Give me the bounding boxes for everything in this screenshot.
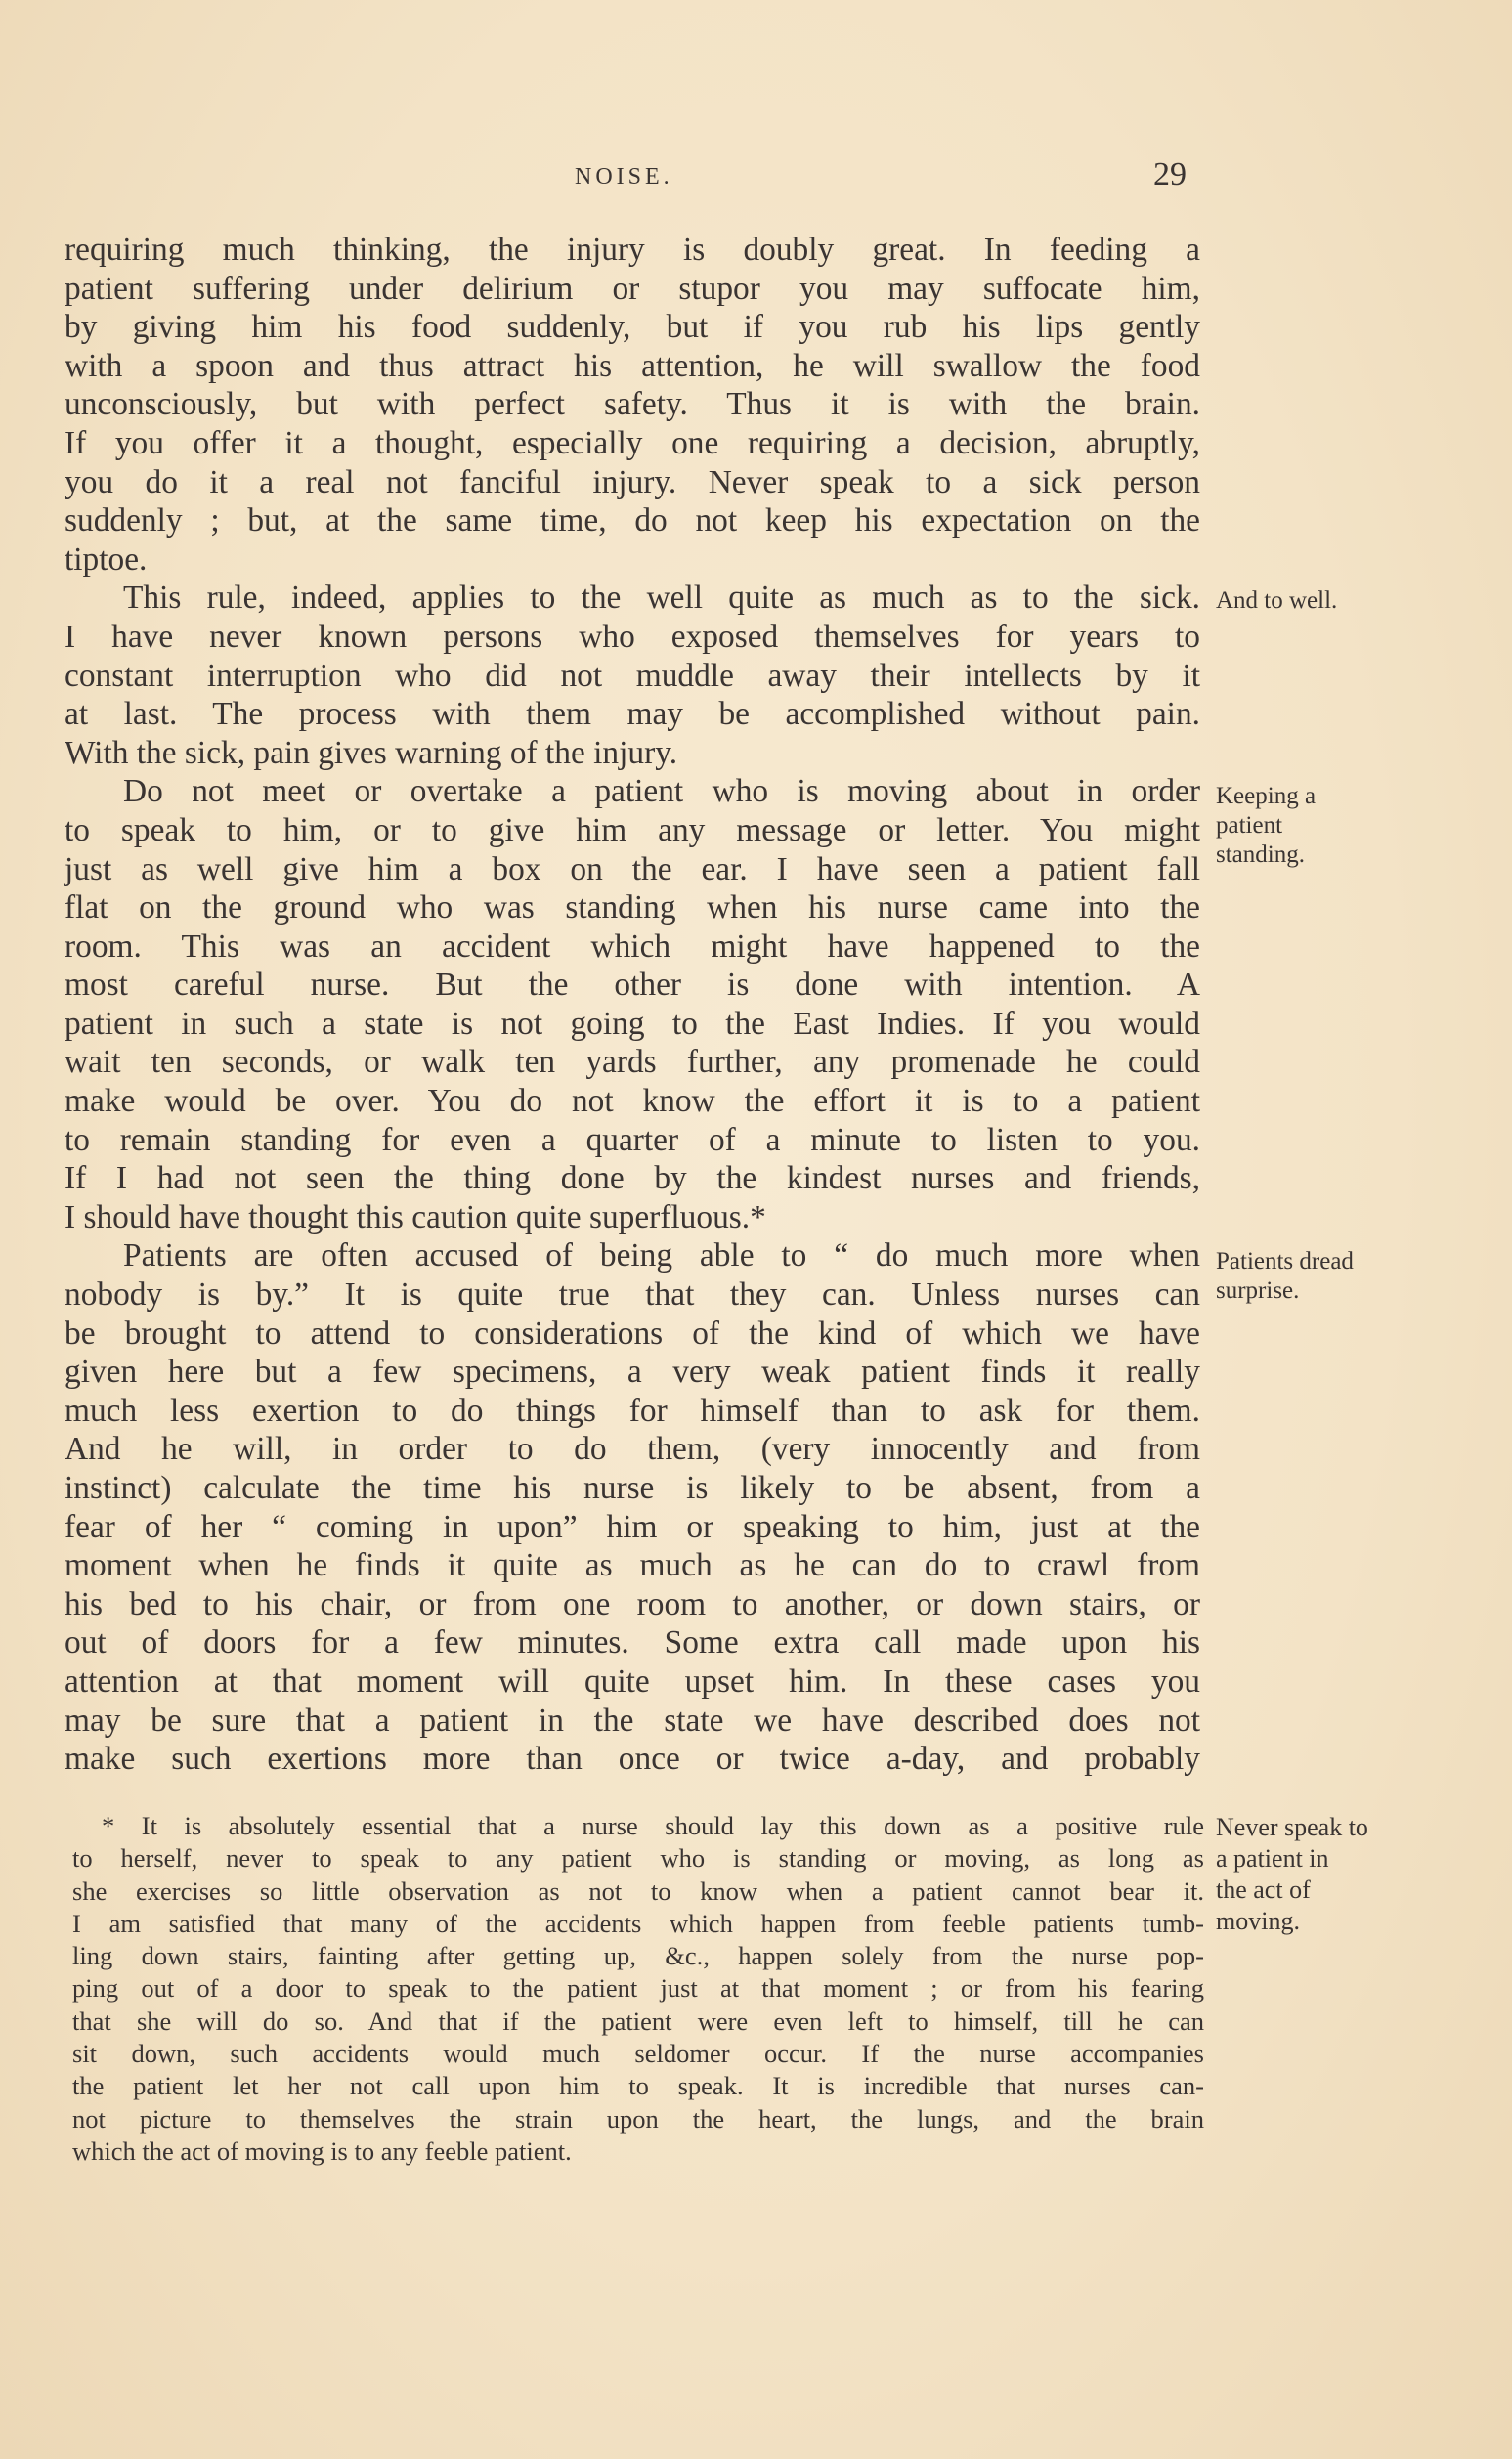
body-line: with a spoon and thus attract his attention, he will swallow the food [65,347,1200,384]
footnote-line: which the act of moving is to any feeble patient. [72,2135,572,2166]
body-line: may be sure that a patient in the state we have described does not [65,1702,1200,1739]
side-note-line: And to well. [1216,587,1338,614]
body-line: requiring much thinking, the injury is doubly great. In feeding a [65,232,1200,268]
side-note-never-speak-moving [1216,1812,1368,1937]
body-line: patient suffering under delirium or stupor you may suffocate him, [65,270,1200,307]
body-line: nobody is by.” It is quite true that they can. Unless nurses can [65,1276,1200,1314]
side-note-line: a patient in [1216,1844,1329,1873]
side-note-line: Keeping a [1216,783,1317,809]
body-line: suddenly ; but, at the same time, do not keep his expectation on the [65,502,1200,539]
body-line: If you offer it a thought, especially one requiring a decision, abruptly, [65,424,1200,461]
running-title: NOISE. [575,164,673,190]
body-line: instinct) calculate the time his nurse is likely to be absent, from a [65,1470,1200,1506]
body-line: With the sick, pain gives warning of the injury. [65,734,678,771]
body-line: much less exertion to do things for himself than to ask for them. [65,1392,1200,1429]
side-note-line: Never speak to [1216,1813,1368,1841]
body-line: out of doors for a few minutes. Some extra call made upon his [65,1624,1200,1661]
footnote [72,1810,1204,2168]
body-line: I should have thought this caution quite superfluous.* [65,1198,766,1235]
body-line: Do not meet or overtake a patient who is moving about in order [123,773,1200,810]
footnote-line: that she will do so. And that if the patient were even left to himself, till he can [72,2006,1204,2036]
body-line: by giving him his food suddenly, but if you rub his lips gently [65,309,1200,346]
footnote-line: she exercises so little observation as not to know when a patient cannot bear it. [72,1876,1204,1906]
footnote-line: ping out of a door to speak to the patient just at that moment ; or from his fearing [72,1973,1204,2004]
body-line: constant interruption who did not muddle away their intellects by it [65,657,1200,694]
body-line: tiptoe. [65,540,148,578]
footnote-line: * It is absolutely essential that a nurse should lay this down as a positive rule [102,1811,1204,1840]
body-line: wait ten seconds, or walk ten yards further, any promenade he could [65,1044,1200,1081]
body-line: make would be over. You do not know the effort it is to a patient [65,1083,1200,1120]
body-line: attention at that moment will quite upset him. In these cases you [65,1662,1200,1700]
body-line: patient in such a state is not going to the East Indies. If you would [65,1005,1200,1042]
footnote-line: to herself, never to speak to any patient who is standing or moving, as long as [72,1843,1204,1874]
body-line: room. This was an accident which might have happened to the [65,928,1200,965]
side-note-line: surprise. [1216,1277,1300,1304]
body-line: I have never known persons who exposed themselves for years to [65,618,1200,655]
side-note-keeping-patient-standing [1216,782,1316,870]
body-line: make such exertions more than once or twice a-day, and probably [65,1741,1200,1778]
body-line: This rule, indeed, applies to the well quite as much as to the sick. [123,580,1200,617]
side-note-line: moving. [1216,1907,1300,1935]
body-line: given here but a few specimens, a very weak patient finds it really [65,1354,1200,1391]
page-number: 29 [1153,156,1187,193]
body-line: most careful nurse. But the other is done with intention. A [65,967,1200,1004]
side-note-patients-dread-surprise [1216,1247,1354,1306]
body-line: to remain standing for even a quarter of a minute to listen to you. [65,1121,1200,1158]
footnote-line: sit down, such accidents would much seldomer occur. If the nurse accompanies [72,2039,1204,2069]
body-line: unconsciously, but with perfect safety. Thus it is with the brain. [65,386,1200,423]
footnote-line: ling down stairs, fainting after getting up, &c., happen solely from the nurse pop- [72,1941,1204,1971]
footnote-line: not picture to themselves the strain upon the heart, the lungs, and the brain [72,2103,1204,2134]
body-text [65,231,1200,1779]
body-line: to speak to him, or to give him any message or letter. You might [65,811,1200,848]
footnote-line: the patient let her not call upon him to speak. It is incredible that nurses can- [72,2071,1204,2101]
side-note-line: the act of [1216,1876,1311,1904]
footnote-line: I am satisfied that many of the accidents which happen from feeble patients tumb- [72,1908,1204,1938]
body-line: just as well give him a box on the ear. I have seen a patient fall [65,850,1200,887]
body-line: If I had not seen the thing done by the kindest nurses and friends, [65,1160,1200,1197]
body-line: his bed to his chair, or from one room to another, or down stairs, or [65,1585,1200,1622]
body-line: you do it a real not fanciful injury. Never speak to a sick person [65,463,1200,500]
side-note-and-to-well [1216,586,1337,616]
side-note-line: patient [1216,812,1283,839]
body-line: And he will, in order to do them, (very innocently and from [65,1431,1200,1468]
body-line: be brought to attend to considerations of the kind of which we have [65,1315,1200,1352]
body-line: moment when he finds it quite as much as he can do to crawl from [65,1547,1200,1584]
side-note-line: Patients dread [1216,1248,1354,1274]
side-note-line: standing. [1216,841,1305,868]
body-line: flat on the ground who was standing when his nurse came into the [65,889,1200,927]
body-line: at last. The process with them may be accomplished without pain. [65,696,1200,733]
body-line: fear of her “ coming in upon” him or speaking to him, just at the [65,1508,1200,1545]
body-line: Patients are often accused of being able to “ do much more when [123,1237,1200,1274]
